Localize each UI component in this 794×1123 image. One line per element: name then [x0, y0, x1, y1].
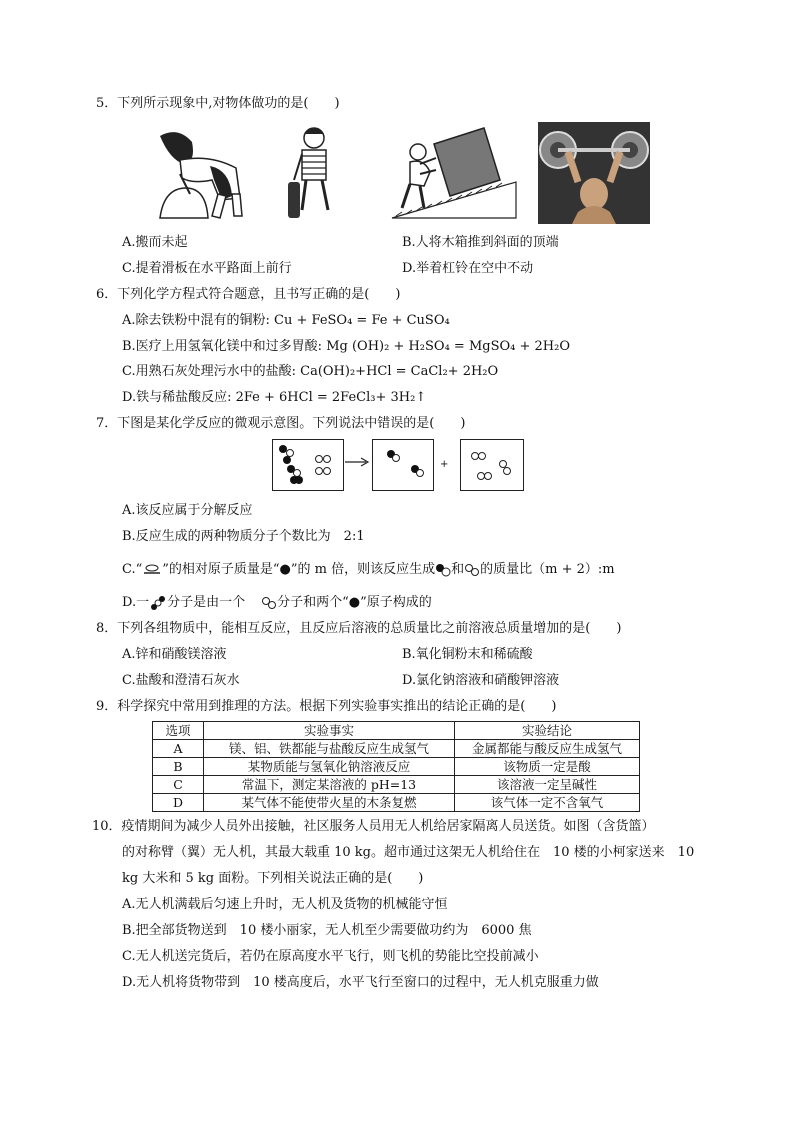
- weightlifter-image: [538, 122, 650, 224]
- q10-stem-line2: 的对称臂（翼）无人机，其最大载重 10 kg。超市通过这架无人机给住在 10 楼的小柯家送来 10: [122, 845, 695, 860]
- q10-stem-line3: kg 大米和 5 kg 面粉。下列相关说法正确的是( ): [122, 871, 424, 886]
- q7-d-prefix: D.一: [122, 595, 150, 610]
- q5-stem: 5．下列所示现象中,对物体做功的是( ): [96, 96, 340, 111]
- table-header-cell: 选项: [153, 722, 204, 740]
- girl-lifting-rock-image: [140, 126, 245, 222]
- table-cell: 某物质能与氢氧化钠溶液反应: [204, 758, 455, 776]
- q7-d-middle: 分子是由一个: [167, 595, 246, 610]
- table-cell: B: [153, 758, 204, 776]
- q7-stem: 7．下图是某化学反应的微观示意图。下列说法中错误的是( ): [96, 416, 466, 431]
- q10-stem-line1: 10．疫情期间为减少人员外出接触，社区服务人员用无人机给居家隔离人员送货。如图（含货篮）: [92, 819, 655, 834]
- q7-option-a: A.该反应属于分解反应: [122, 503, 253, 518]
- q6-option-d: D.铁与稀盐酸反应: 2Fe + 6HCl = 2FeCl₃+ 3H₂↑: [122, 390, 427, 405]
- table-header-cell: 实验结论: [455, 722, 640, 740]
- gas-molecule-icon: [261, 596, 277, 610]
- reactant-box: [272, 439, 344, 491]
- table-header-cell: 实验事实: [204, 722, 455, 740]
- table-cell: 镁、铝、铁都能与盐酸反应生成氢气: [204, 740, 455, 758]
- reactant-molecule-icon: [149, 595, 167, 611]
- table-cell: 该溶液一定呈碱性: [455, 776, 640, 794]
- table-row: [153, 758, 640, 776]
- table-row: [153, 794, 640, 812]
- table-cell: 金属都能与酸反应生成氢气: [455, 740, 640, 758]
- q6-stem: 6．下列化学方程式符合题意，且书写正确的是( ): [96, 287, 401, 302]
- q7-option-b: B.反应生成的两种物质分子个数比为 2:1: [122, 529, 365, 544]
- q10-option-a: A.无人机满载后匀速上升时，无人机及货物的机械能守恒: [122, 897, 448, 912]
- table-cell: 常温下，测定某溶液的 pH=13: [204, 776, 455, 794]
- table-cell: A: [153, 740, 204, 758]
- q10-option-c: C.无人机送完货后，若仍在原高度水平飞行，则飞机的势能比空投前减小: [122, 949, 539, 964]
- q8-stem: 8．下列各组物质中，能相互反应，且反应后溶液的总质量比之前溶液总质量增加的是( ): [96, 621, 622, 636]
- q10-option-d: D.无人机将货物带到 10 楼高度后，水平飞行至窗口的过程中，无人机克服重力做: [122, 975, 599, 990]
- q7-c-middle: ”的相对原子质量是“●”的 m 倍，则该反应生成: [162, 562, 436, 577]
- table-cell: 某气体不能使带火星的木条复燃: [204, 794, 455, 812]
- q8-option-a: A.锌和硝酸镁溶液: [122, 647, 227, 662]
- table-header-row: [153, 722, 640, 740]
- gas-molecule-icon: [464, 563, 480, 577]
- q6-option-b: B.医疗上用氢氧化镁中和过多胃酸: Mg (OH)₂ + H₂SO₄ = MgSO₄ + 2H₂O: [122, 339, 570, 354]
- man-pushing-box-image: [390, 126, 520, 220]
- table-cell: D: [153, 794, 204, 812]
- reaction-arrow: [344, 456, 370, 468]
- q7-c-and: 和: [451, 562, 465, 577]
- q5-option-d: D.举着杠铃在空中不动: [402, 261, 534, 276]
- q5-option-b: B.人将木箱推到斜面的顶端: [402, 235, 559, 250]
- table-row: [153, 740, 640, 758]
- q6-option-a: A.除去铁粉中混有的铜粉: Cu + FeSO₄ = Fe + CuSO₄: [122, 313, 450, 328]
- q5-option-c: C.提着滑板在水平路面上前行: [122, 261, 292, 276]
- table-cell: C: [153, 776, 204, 794]
- q6-option-c: C.用熟石灰处理污水中的盐酸: Ca(OH)₂+HCl = CaCl₂+ 2H₂O: [122, 364, 499, 379]
- plus-sign: +: [440, 459, 449, 470]
- table-cell: 该气体一定不含氧气: [455, 794, 640, 812]
- q7-d-end: 分子和两个“●”原子构成的: [277, 595, 432, 610]
- q10-option-b: B.把全部货物送到 10 楼小丽家，无人机至少需要做功约为 6000 焦: [122, 923, 532, 938]
- product-box-1: [372, 439, 434, 491]
- table-row: [153, 776, 640, 794]
- boy-with-skateboard-image: [284, 124, 340, 224]
- molecule-symbol-icon: [142, 564, 162, 576]
- table-cell: 该物质一定是酸: [455, 758, 640, 776]
- q8-option-c: C.盐酸和澄清石灰水: [122, 673, 240, 688]
- product-box-2: [460, 439, 524, 491]
- q9-stem: 9．科学探究中常用到推理的方法。根据下列实验事实推出的结论正确的是( ): [96, 699, 557, 714]
- q5-option-a: A.搬而未起: [122, 235, 188, 250]
- q8-option-b: B.氧化铜粉末和稀硫酸: [402, 647, 533, 662]
- q7-option-d: [122, 591, 432, 611]
- q7-option-c: [122, 558, 615, 577]
- q7-c-end: 的质量比（m + 2）:m: [480, 562, 615, 577]
- experiment-table: [152, 721, 640, 812]
- q8-option-d: D.氯化钠溶液和硝酸钾溶液: [402, 673, 560, 688]
- product-molecule-icon: [435, 563, 451, 577]
- q7-c-prefix: C.“: [122, 562, 143, 577]
